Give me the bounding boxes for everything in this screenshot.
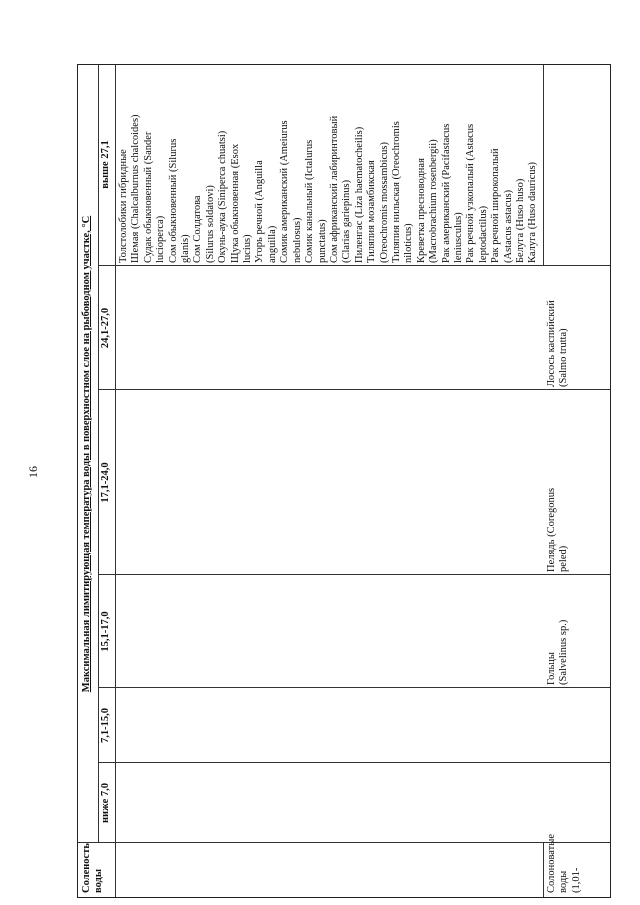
salinity-header: Соленость воды [81,843,105,893]
col-divider [98,574,610,575]
species-line: (Salvelinus sp.) [558,619,570,685]
col-divider [98,265,610,266]
species-cell-above-27 [118,65,540,263]
species-cell-17-24 [546,392,571,572]
row-divider [98,65,99,843]
species-line: Рак речной широкопалый [490,148,502,263]
col-divider [78,842,610,843]
col-divider [98,762,610,763]
species-line: Угорь речной (Anguilla [254,160,266,263]
species-line: Лосось каспийский [546,300,557,387]
species-line: glanis) [180,234,192,263]
species-line: Сом обыкновенный (Silurus [167,138,179,263]
species-line: (Salmo trutta) [558,328,570,387]
species-line: (Astacus astacus) [502,189,514,263]
species-line: Судак обыкновенный (Sander [142,131,154,263]
species-line: (Clarias gariepinus) [341,179,353,263]
species-line: Сомик американский (Ameiurus [279,120,291,263]
page-number: 16 [26,466,40,478]
data-table [77,64,611,898]
species-line: (Silurus soldatovi) [204,185,216,263]
species-line: lucioperca) [155,215,167,263]
species-line: Шемая (Chalcalburnus chalcoides) [130,114,142,263]
row-divider [543,65,544,266]
species-line: Сом Солдатова [192,195,204,263]
row-divider [115,65,116,897]
species-line: Рак речной узкопалый (Astacus [465,123,477,263]
species-line: punctatus) [316,219,328,263]
species-cell-15-17 [546,577,571,685]
range-header: 17,1-24,0 [100,462,111,503]
species-line: Щука обыкновенная (Esox [229,143,241,263]
species-line: anguilla) [266,225,278,263]
range-header: выше 27,1 [100,140,111,189]
species-line: nebulosus) [291,217,303,263]
col-divider [98,687,610,688]
species-line: Сомик канальный (Ictalurus [304,139,316,263]
range-header: ниже 7,0 [100,783,111,823]
species-line: Гольцы [546,652,557,685]
species-line: lucius) [242,234,254,263]
species-line: Толстолобики гибридные [118,149,129,263]
species-line: Креветка пресноводная [415,158,427,263]
species-line: Окунь-аука (Siniperca chuatsi) [217,130,229,263]
species-line: peled) [558,545,570,572]
temperature-header: Максимальная лимитирующая температура воды в поверхностном слое на рыбоводном участке, °C [81,215,92,693]
species-line: (Macrobrachium rosenbergii) [428,139,440,263]
species-line: Белуга (Huso huso) [515,178,526,263]
range-header: 24,1-27,0 [100,307,111,349]
species-line: Калуга (Huso dauricus) [527,161,539,263]
species-line: Рак американский (Pacifastacus [440,123,452,263]
species-line: Тиляпия нильская (Oreochromis [390,121,402,263]
species-line: (Oreochromis mossambicus) [378,141,390,263]
row-divider [543,843,544,897]
species-line: Пиленгас (Liza haematocheilis) [353,126,365,263]
species-line: leptodactilus) [477,205,489,263]
species-line: Сом африканский лабиринтовый [328,115,340,263]
species-line: Пелядь (Coregonus [546,487,557,572]
species-cell-24-27 [546,268,571,387]
species-line: leniusculus) [452,212,464,263]
species-line: Тиляпия мозамбикская [366,160,378,263]
salinity-value: Солоноватые воды (1,01- [546,834,582,893]
col-divider [98,389,610,390]
species-line: niloticus) [403,223,415,263]
range-header: 7,1-15,0 [100,708,111,743]
range-header: 15,1-17,0 [100,611,111,652]
